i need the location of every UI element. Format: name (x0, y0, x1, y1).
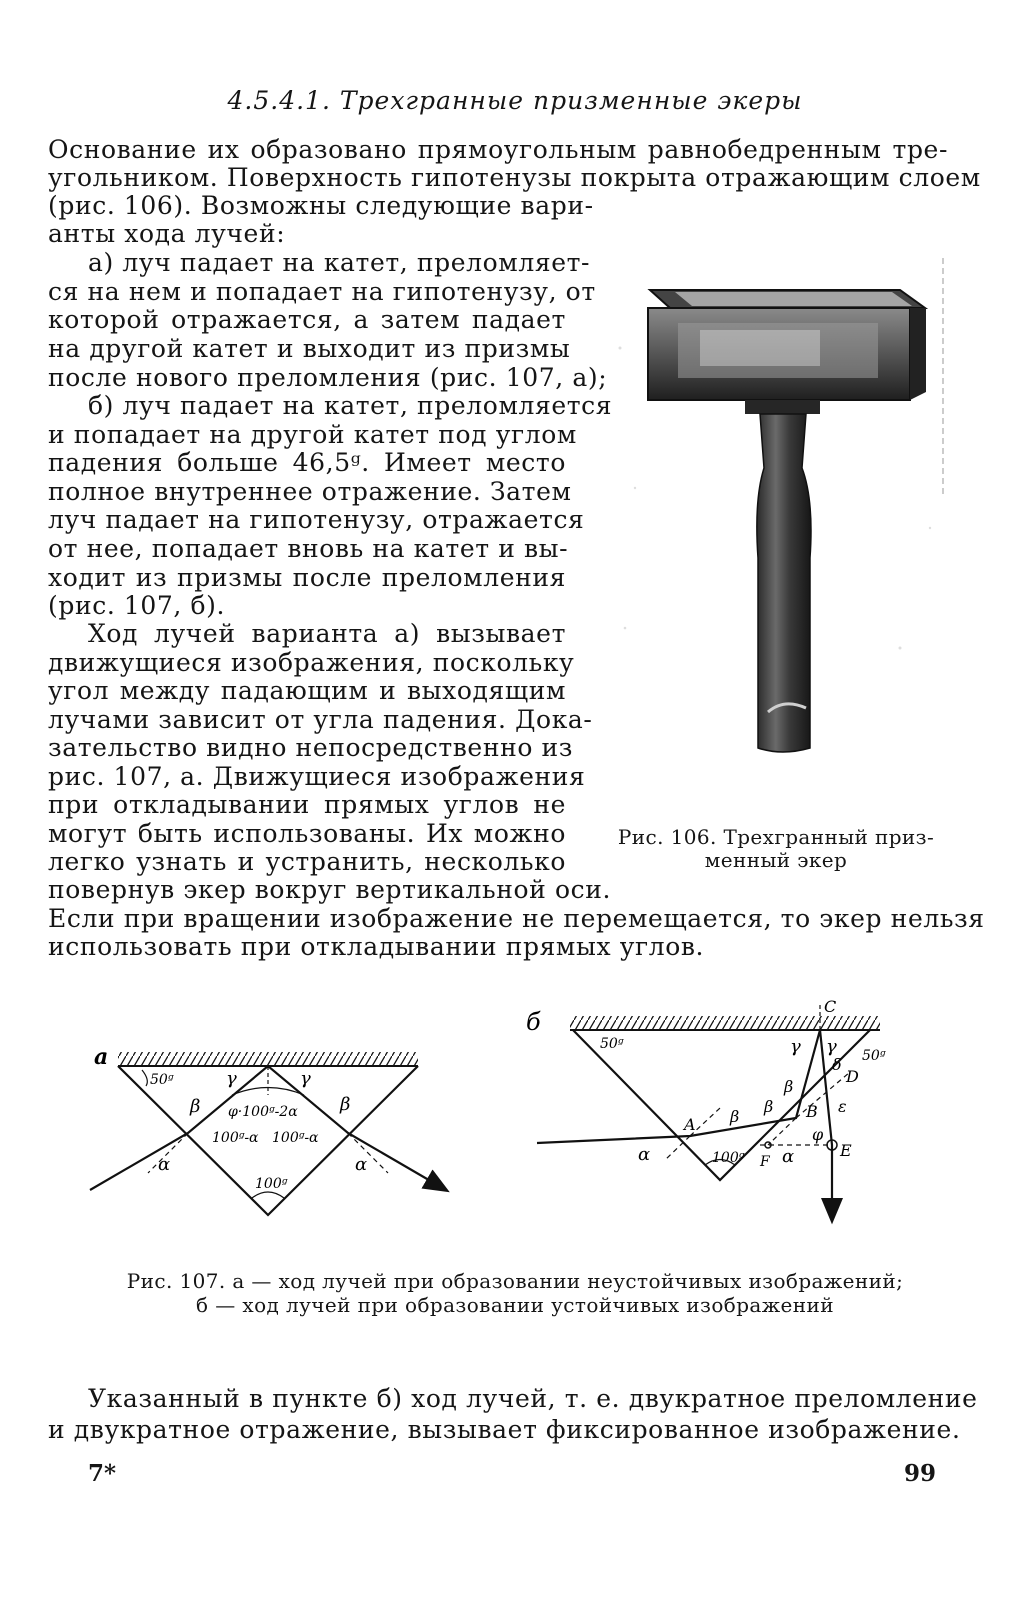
fig107-caption-line: б — ход лучей при образовании устойчивых изображений (196, 1293, 834, 1317)
column-line: Ход лучей варианта а) вызывает (88, 619, 566, 648)
column-line: (рис. 106). Возможны следующие вари- (48, 191, 594, 220)
column-line: б) луч падает на катет, преломляется (88, 391, 613, 420)
column-line: зательство видно непосредственно из (48, 733, 574, 762)
column-line: а) луч падает на катет, преломляет- (88, 248, 591, 277)
fig106-caption-line: Рис. 106. Трехгранный приз- (617, 825, 935, 849)
angle-label: α (355, 1154, 368, 1175)
angle-label: δ (832, 1055, 842, 1074)
angle-label: β (730, 1107, 740, 1126)
column-line: ходит из призмы после преломления (48, 563, 566, 592)
fig106-caption-line: менный экер (704, 848, 848, 872)
column-line: легко узнать и устранить, несколько (48, 847, 566, 876)
column-line: анты хода лучей: (48, 219, 286, 248)
column-line: движущиеся изображения, поскольку (48, 648, 575, 677)
angle-label: γ (790, 1036, 801, 1057)
angle-label: 100ᵍ (712, 1150, 745, 1166)
column-line: полное внутреннее отражение. Затем (48, 477, 572, 506)
column-line: лучами зависит от угла падения. Дока- (48, 705, 593, 734)
angle-label: 50ᵍ (150, 1072, 174, 1088)
column-line: могут быть использованы. Их можно (48, 819, 566, 848)
angle-label: γ (226, 1068, 237, 1089)
angle-label: α (158, 1154, 171, 1175)
angle-label: 100ᵍ-α (272, 1130, 319, 1146)
fig106-prism-photo (600, 228, 950, 788)
point-label: A (684, 1115, 696, 1134)
angle-label: β (340, 1094, 351, 1115)
column-line: луч падает на гипотенузу, отражается (48, 505, 585, 534)
column-line: (рис. 107, б). (48, 591, 226, 620)
intro-line: Основание их образовано прямоугольным равнобедренным тре- (48, 135, 948, 164)
angle-label: 100ᵍ (255, 1176, 288, 1192)
point-label: B (806, 1102, 818, 1121)
final-line: и двукратное отражение, вызывает фиксированное изображение. (48, 1415, 961, 1444)
section-title: 4.5.4.1. Трехгранные призменные экеры (227, 86, 803, 115)
fig107-caption-line: Рис. 107. а — ход лучей при образовании неустойчивых изображений; (126, 1269, 904, 1293)
column-line: угол между падающим и выходящим (48, 676, 566, 705)
point-label: C (824, 997, 837, 1016)
point-label: F (760, 1154, 770, 1170)
angle-label: 50ᵍ (600, 1036, 624, 1052)
angle-label: β (764, 1097, 774, 1116)
angle-label: ε (838, 1097, 847, 1116)
ray-path-a (90, 1066, 446, 1190)
page-number: 99 (904, 1460, 937, 1487)
column-line: рис. 107, а. Движущиеся изображения (48, 762, 586, 791)
angle-label: γ (826, 1036, 837, 1057)
column-line: на другой катет и выходит из призмы (48, 334, 571, 363)
angle-label: 50ᵍ (862, 1048, 886, 1064)
column-line: от нее, попадает вновь на катет и вы- (48, 534, 569, 563)
column-line: и попадает на другой катет под углом (48, 420, 577, 449)
signature-mark: 7* (88, 1460, 117, 1487)
fig107-diagrams (0, 995, 1030, 1235)
body-line: использовать при откладывании прямых углов. (48, 932, 705, 961)
angle-label: β (784, 1077, 794, 1096)
prism-handle (757, 414, 811, 752)
column-line: падения больше 46,5ᵍ. Имеет место (48, 448, 566, 477)
angle-label: α (782, 1146, 795, 1167)
column-line: при откладывании прямых углов не (48, 790, 566, 819)
angle-label: φ·100ᵍ-2α (228, 1104, 298, 1120)
point-label: D (846, 1067, 859, 1086)
panel-a-label: а (94, 1044, 109, 1070)
final-line: Указанный в пункте б) ход лучей, т. е. двукратное преломление (88, 1384, 978, 1413)
point-label: E (840, 1141, 852, 1160)
column-line: ся на нем и попадает на гипотенузу, от (48, 277, 596, 306)
column-line: повернув экер вокруг вертикальной оси. (48, 875, 612, 904)
angle-label: β (190, 1096, 201, 1117)
column-line: которой отражается, а затем падает (48, 305, 566, 334)
angle-label: α (638, 1144, 651, 1165)
intro-line: угольником. Поверхность гипотенузы покрыта отражающим слоем (48, 163, 981, 192)
body-line: Если при вращении изображение не перемещается, то экер нельзя (48, 904, 985, 933)
angle-label: φ (812, 1125, 824, 1144)
angle-label: γ (300, 1068, 311, 1089)
column-line: после нового преломления (рис. 107, а); (48, 363, 608, 392)
angle-label: 100ᵍ-α (212, 1130, 259, 1146)
panel-b-label: б (526, 1008, 541, 1036)
